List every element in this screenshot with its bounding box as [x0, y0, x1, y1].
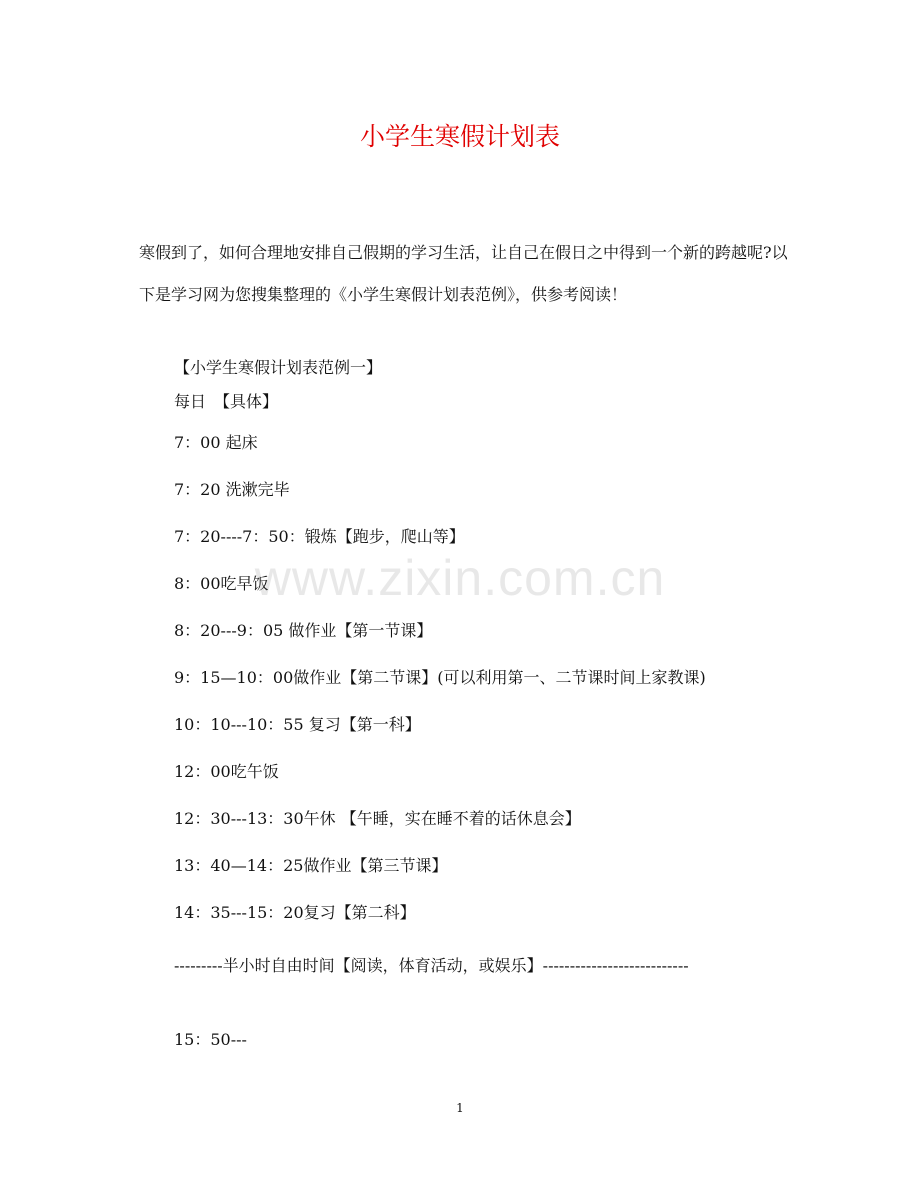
- schedule-item: 8：00吃早饭: [174, 574, 269, 593]
- free-time-line: ---------半小时自由时间【阅读，体育活动，或娱乐】---------------------------: [174, 956, 689, 975]
- schedule-item: 12：00吃午饭: [174, 762, 279, 781]
- page-number: 1: [456, 1101, 464, 1115]
- schedule-item: 13：40—14：25做作业【第三节课】: [174, 856, 448, 875]
- schedule-item: 14：35---15：20复习【第二科】: [174, 903, 416, 922]
- schedule-item: 8：20---9：05 做作业【第一节课】: [174, 621, 433, 640]
- schedule-item: 10：10---10：55 复习【第一科】: [174, 715, 421, 734]
- schedule-header-row: 每日 【具体】: [174, 392, 279, 411]
- schedule-item: 7：20----7：50：锻炼【跑步，爬山等】: [174, 527, 465, 546]
- schedule-item: 9：15—10：00做作业【第二节课】(可以利用第一、二节课时间上家教课): [174, 668, 706, 687]
- document-title: 小学生寒假计划表: [359, 122, 560, 151]
- intro-paragraph: 寒假到了，如何合理地安排自己假期的学习生活，让自己在假日之中得到一个新的跨越呢?以下是学习网为您搜集整理的《小学生寒假计划表范例》，供参考阅读！: [139, 243, 788, 304]
- section-heading: 【小学生寒假计划表范例一】: [174, 358, 383, 377]
- watermark: www.zixin.com.cn: [254, 550, 666, 606]
- schedule-item: 7：00 起床: [174, 433, 258, 452]
- schedule-item: 7：20 洗漱完毕: [174, 480, 290, 499]
- schedule-item: 12：30---13：30午休 【午睡，实在睡不着的话休息会】: [174, 809, 581, 828]
- schedule-last-line: 15：50---: [174, 1030, 247, 1049]
